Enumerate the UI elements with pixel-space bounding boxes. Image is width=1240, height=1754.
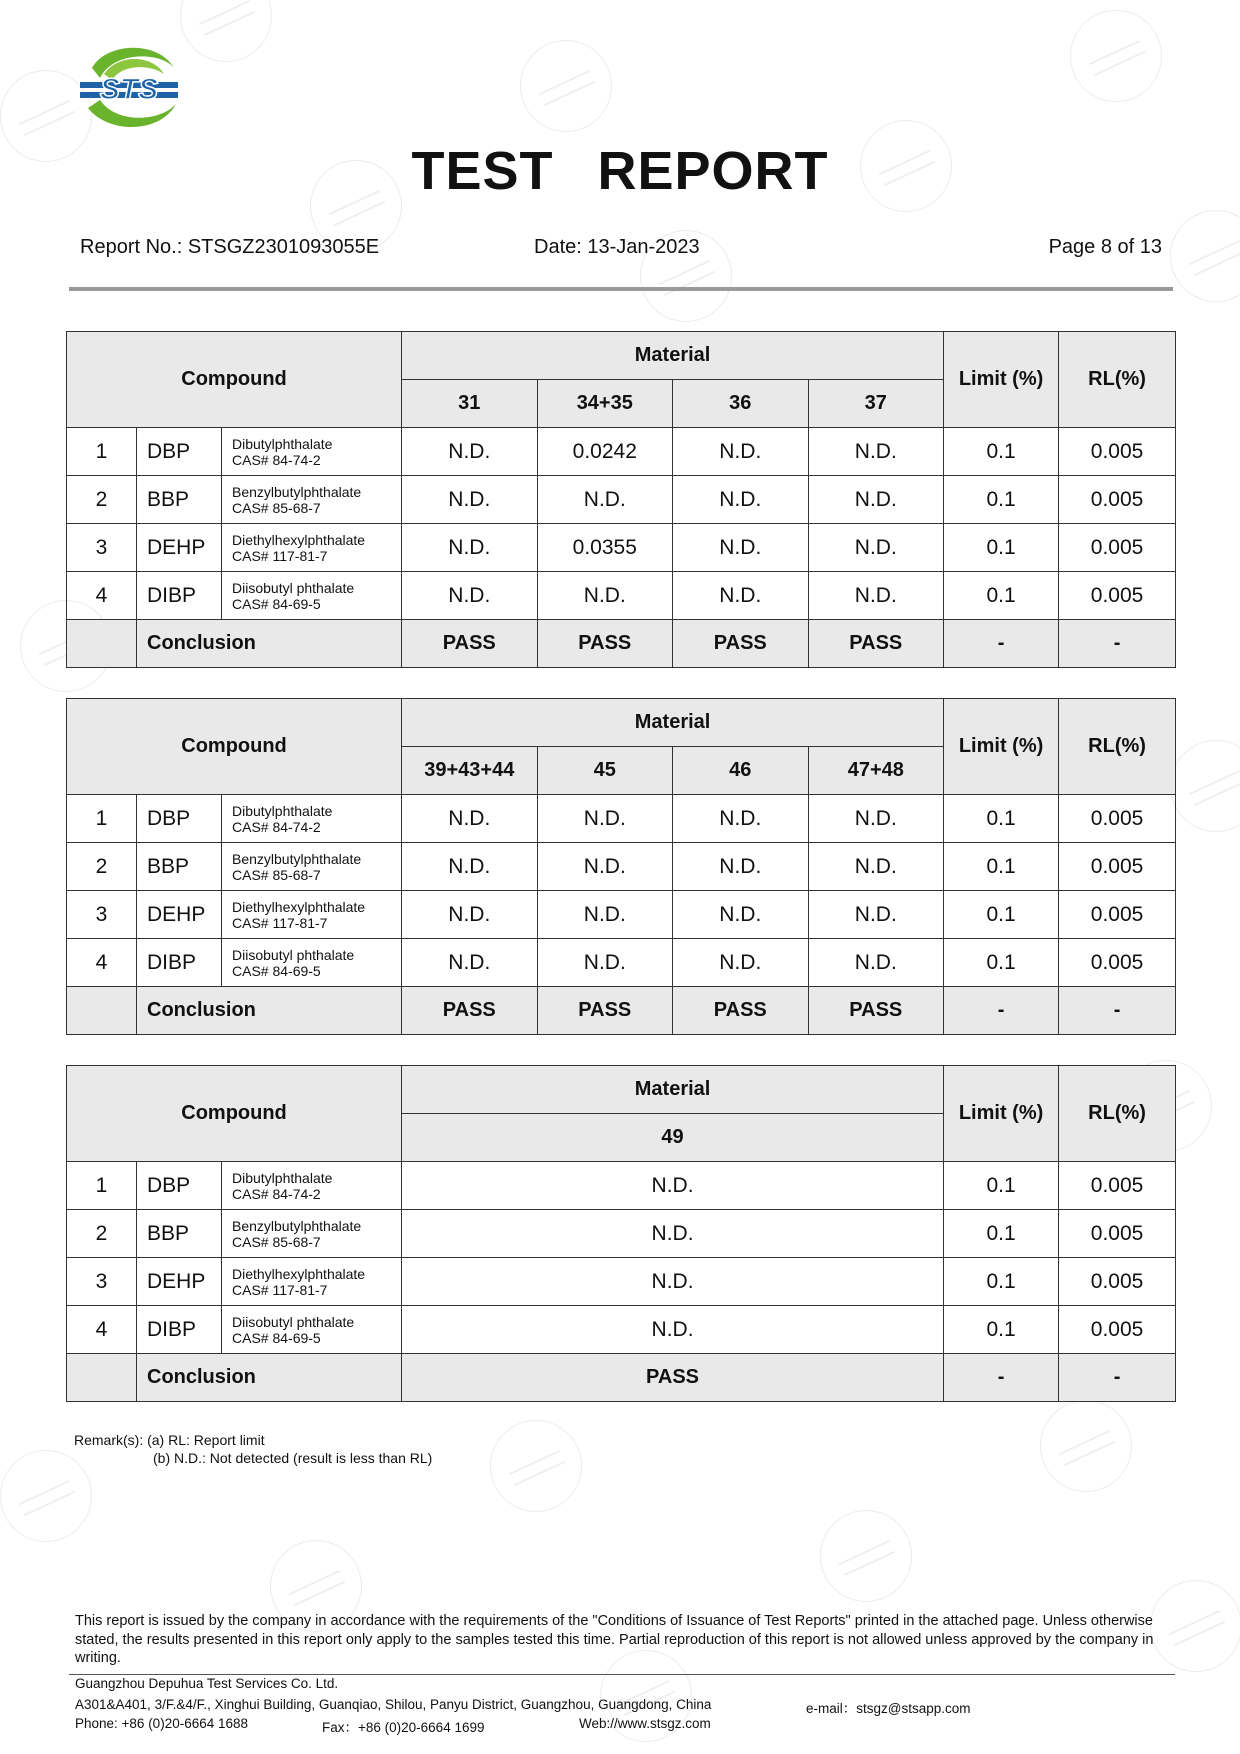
compound-abbreviation: DBP bbox=[137, 795, 222, 843]
report-date: Date: 13-Jan-2023 bbox=[534, 236, 700, 258]
compound-abbreviation: DBP bbox=[137, 1162, 222, 1210]
result-cell: N.D. bbox=[808, 891, 944, 939]
result-cell: N.D. bbox=[402, 428, 538, 476]
compound-name: Diethylhexylphthalate bbox=[232, 898, 366, 915]
limit-value: 0.1 bbox=[944, 1306, 1059, 1354]
compound-cas: CAS# 117-81-7 bbox=[232, 547, 328, 564]
result-cell: N.D. bbox=[402, 572, 538, 620]
result-cell: N.D. bbox=[808, 939, 944, 987]
compound-cas: CAS# 85-68-7 bbox=[232, 866, 321, 883]
table-row bbox=[67, 428, 1176, 476]
material-column-header: 46 bbox=[673, 747, 809, 795]
compound-name: Diisobutyl phthalate bbox=[232, 1313, 355, 1330]
compound-name: Dibutylphthalate bbox=[232, 435, 333, 452]
rl-dash: - bbox=[1059, 987, 1176, 1035]
watermark bbox=[1040, 1400, 1132, 1492]
header-divider bbox=[69, 287, 1173, 291]
conclusion-label: Conclusion bbox=[137, 620, 402, 668]
compound-number: 1 bbox=[67, 795, 137, 843]
table-row bbox=[67, 1162, 1176, 1210]
compound-number: 4 bbox=[67, 939, 137, 987]
result-cell: N.D. bbox=[808, 843, 944, 891]
remarks bbox=[74, 1431, 432, 1467]
limit-value: 0.1 bbox=[944, 572, 1059, 620]
compound-cas: CAS# 117-81-7 bbox=[232, 1281, 328, 1298]
result-cell: 0.0242 bbox=[537, 428, 673, 476]
rl-value: 0.005 bbox=[1059, 843, 1176, 891]
result-cell: N.D. bbox=[673, 524, 809, 572]
result-cell: N.D. bbox=[402, 795, 538, 843]
watermark bbox=[180, 0, 272, 62]
compound-name: Benzylbutylphthalate bbox=[232, 1217, 362, 1234]
compound-abbreviation: DIBP bbox=[137, 1306, 222, 1354]
compound-name-cell bbox=[222, 428, 402, 476]
compound-header: Compound bbox=[67, 699, 402, 795]
conclusion-blank bbox=[67, 987, 137, 1035]
compound-cas: CAS# 84-74-2 bbox=[232, 818, 321, 835]
table-row bbox=[67, 1210, 1176, 1258]
compound-name: Diisobutyl phthalate bbox=[232, 579, 355, 596]
result-cell: N.D. bbox=[537, 843, 673, 891]
limit-header: Limit (%) bbox=[944, 1066, 1059, 1162]
result-cell: N.D. bbox=[537, 795, 673, 843]
table-row bbox=[67, 939, 1176, 987]
limit-dash: - bbox=[944, 987, 1059, 1035]
compound-name-cell bbox=[222, 939, 402, 987]
compound-name-cell bbox=[222, 476, 402, 524]
rl-value: 0.005 bbox=[1059, 524, 1176, 572]
results-table bbox=[66, 331, 1176, 668]
conclusion-value: PASS bbox=[537, 987, 673, 1035]
conclusion-value: PASS bbox=[402, 620, 538, 668]
compound-number: 1 bbox=[67, 1162, 137, 1210]
limit-value: 0.1 bbox=[944, 476, 1059, 524]
table-row bbox=[67, 891, 1176, 939]
result-cell: N.D. bbox=[673, 939, 809, 987]
watermark bbox=[1070, 10, 1162, 102]
result-cell: N.D. bbox=[402, 891, 538, 939]
compound-abbreviation: DIBP bbox=[137, 572, 222, 620]
footer-web: Web://www.stsgz.com bbox=[579, 1716, 711, 1731]
compound-number: 3 bbox=[67, 1258, 137, 1306]
limit-value: 0.1 bbox=[944, 939, 1059, 987]
result-cell: N.D. bbox=[673, 891, 809, 939]
compound-abbreviation: DEHP bbox=[137, 1258, 222, 1306]
result-cell: N.D. bbox=[537, 891, 673, 939]
limit-value: 0.1 bbox=[944, 891, 1059, 939]
conclusion-value: PASS bbox=[808, 620, 944, 668]
sts-logo bbox=[78, 38, 182, 134]
compound-number: 3 bbox=[67, 891, 137, 939]
compound-number: 4 bbox=[67, 1306, 137, 1354]
compound-cas: CAS# 84-74-2 bbox=[232, 1185, 321, 1202]
rl-dash: - bbox=[1059, 1354, 1176, 1402]
rl-header: RL(%) bbox=[1059, 699, 1176, 795]
limit-value: 0.1 bbox=[944, 843, 1059, 891]
compound-cas: CAS# 85-68-7 bbox=[232, 1233, 321, 1250]
rl-header: RL(%) bbox=[1059, 1066, 1176, 1162]
logo-lettering: STS bbox=[99, 73, 159, 106]
results-table bbox=[66, 1065, 1176, 1402]
compound-header: Compound bbox=[67, 1066, 402, 1162]
material-column-header: 34+35 bbox=[537, 380, 673, 428]
material-header: Material bbox=[402, 332, 944, 380]
limit-value: 0.1 bbox=[944, 428, 1059, 476]
material-column-header: 36 bbox=[673, 380, 809, 428]
result-cell: N.D. bbox=[808, 572, 944, 620]
rl-value: 0.005 bbox=[1059, 428, 1176, 476]
table-row bbox=[67, 572, 1176, 620]
results-table bbox=[66, 698, 1176, 1035]
watermark bbox=[520, 40, 612, 132]
result-cell: N.D. bbox=[808, 476, 944, 524]
result-cell: N.D. bbox=[402, 843, 538, 891]
table-row bbox=[67, 476, 1176, 524]
result-cell: N.D. bbox=[808, 795, 944, 843]
conclusion-value: PASS bbox=[402, 987, 538, 1035]
limit-dash: - bbox=[944, 1354, 1059, 1402]
material-column-header: 45 bbox=[537, 747, 673, 795]
compound-number: 2 bbox=[67, 843, 137, 891]
footer-address: A301&A401, 3/F.&4/F., Xinghui Building, Guanqiao, Shilou, Panyu District, Guangzhou, Guangdong, China bbox=[75, 1697, 712, 1712]
limit-dash: - bbox=[944, 620, 1059, 668]
result-cell: N.D. bbox=[402, 1162, 944, 1210]
footer-email: e-mail：stsgz@stsapp.com bbox=[806, 1701, 971, 1716]
footnote: This report is issued by the company in accordance with the requirements of the "Conditions of Issuance of Test Reports" printed in the attached page. Unless otherwise stated, the results presented in this report only apply to the samples tested this time. Partial reproduction of this report is not allowed unless approved by the company in writing. bbox=[75, 1613, 1154, 1666]
result-cell: N.D. bbox=[537, 476, 673, 524]
conclusion-blank bbox=[67, 1354, 137, 1402]
material-column-header: 39+43+44 bbox=[402, 747, 538, 795]
compound-name: Dibutylphthalate bbox=[232, 802, 333, 819]
material-column-header: 37 bbox=[808, 380, 944, 428]
table-row bbox=[67, 1306, 1176, 1354]
compound-name-cell bbox=[222, 1210, 402, 1258]
compound-cas: CAS# 84-69-5 bbox=[232, 962, 321, 979]
result-cell: N.D. bbox=[402, 939, 538, 987]
limit-value: 0.1 bbox=[944, 1210, 1059, 1258]
limit-value: 0.1 bbox=[944, 795, 1059, 843]
conclusion-label: Conclusion bbox=[137, 987, 402, 1035]
result-cell: N.D. bbox=[673, 843, 809, 891]
conclusion-value: PASS bbox=[673, 620, 809, 668]
report-number: Report No.: STSGZ2301093055E bbox=[80, 236, 380, 258]
result-cell: N.D. bbox=[402, 1210, 944, 1258]
compound-cas: CAS# 85-68-7 bbox=[232, 499, 321, 516]
footer-divider bbox=[69, 1674, 1175, 1675]
result-cell: N.D. bbox=[673, 572, 809, 620]
remark-line: (b) N.D.: Not detected (result is less than RL) bbox=[153, 1450, 433, 1466]
compound-number: 2 bbox=[67, 476, 137, 524]
compound-name: Diethylhexylphthalate bbox=[232, 531, 366, 548]
material-column-header: 31 bbox=[402, 380, 538, 428]
compound-cas: CAS# 117-81-7 bbox=[232, 914, 328, 931]
rl-value: 0.005 bbox=[1059, 1306, 1176, 1354]
result-cell: N.D. bbox=[537, 572, 673, 620]
result-cell: N.D. bbox=[673, 476, 809, 524]
result-cell: N.D. bbox=[402, 1258, 944, 1306]
footer-phone: Phone: +86 (0)20-6664 1688 bbox=[75, 1716, 249, 1731]
compound-name-cell bbox=[222, 524, 402, 572]
compound-name-cell bbox=[222, 572, 402, 620]
compound-abbreviation: DEHP bbox=[137, 524, 222, 572]
limit-header: Limit (%) bbox=[944, 699, 1059, 795]
limit-value: 0.1 bbox=[944, 1258, 1059, 1306]
compound-abbreviation: DBP bbox=[137, 428, 222, 476]
table-row bbox=[67, 843, 1176, 891]
material-column-header: 49 bbox=[402, 1114, 944, 1162]
footer-fax: Fax：+86 (0)20-6664 1699 bbox=[322, 1720, 485, 1735]
rl-value: 0.005 bbox=[1059, 939, 1176, 987]
conclusion-row bbox=[67, 1354, 1176, 1402]
compound-abbreviation: BBP bbox=[137, 843, 222, 891]
compound-name-cell bbox=[222, 1162, 402, 1210]
limit-value: 0.1 bbox=[944, 524, 1059, 572]
result-cell: N.D. bbox=[673, 428, 809, 476]
compound-name-cell bbox=[222, 891, 402, 939]
compound-name: Benzylbutylphthalate bbox=[232, 483, 362, 500]
watermark bbox=[490, 1420, 582, 1512]
compound-name: Dibutylphthalate bbox=[232, 1169, 333, 1186]
conclusion-label: Conclusion bbox=[137, 1354, 402, 1402]
result-cell: N.D. bbox=[808, 524, 944, 572]
rl-value: 0.005 bbox=[1059, 891, 1176, 939]
rl-value: 0.005 bbox=[1059, 572, 1176, 620]
compound-number: 3 bbox=[67, 524, 137, 572]
result-cell: N.D. bbox=[402, 524, 538, 572]
compound-cas: CAS# 84-69-5 bbox=[232, 1329, 321, 1346]
compound-name: Diethylhexylphthalate bbox=[232, 1265, 366, 1282]
report-title: TEST REPORT bbox=[411, 141, 829, 201]
rl-value: 0.005 bbox=[1059, 1258, 1176, 1306]
conclusion-blank bbox=[67, 620, 137, 668]
conclusion-row bbox=[67, 987, 1176, 1035]
result-cell: N.D. bbox=[808, 428, 944, 476]
compound-name: Benzylbutylphthalate bbox=[232, 850, 362, 867]
table-row bbox=[67, 795, 1176, 843]
compound-header: Compound bbox=[67, 332, 402, 428]
page-number: Page 8 of 13 bbox=[1048, 236, 1162, 258]
compound-abbreviation: DEHP bbox=[137, 891, 222, 939]
compound-name-cell bbox=[222, 843, 402, 891]
compound-name-cell bbox=[222, 1258, 402, 1306]
remark-line: Remark(s): (a) RL: Report limit bbox=[74, 1432, 265, 1448]
rl-header: RL(%) bbox=[1059, 332, 1176, 428]
result-cell: N.D. bbox=[402, 476, 538, 524]
footer-company: Guangzhou Depuhua Test Services Co. Ltd. bbox=[75, 1676, 339, 1691]
compound-abbreviation: BBP bbox=[137, 476, 222, 524]
rl-dash: - bbox=[1059, 620, 1176, 668]
watermark bbox=[1170, 210, 1240, 302]
table-row bbox=[67, 524, 1176, 572]
compound-name-cell bbox=[222, 1306, 402, 1354]
rl-value: 0.005 bbox=[1059, 1210, 1176, 1258]
watermark bbox=[1170, 740, 1240, 832]
compound-number: 1 bbox=[67, 428, 137, 476]
rl-value: 0.005 bbox=[1059, 795, 1176, 843]
limit-header: Limit (%) bbox=[944, 332, 1059, 428]
compound-cas: CAS# 84-74-2 bbox=[232, 451, 321, 468]
compound-abbreviation: BBP bbox=[137, 1210, 222, 1258]
compound-name: Diisobutyl phthalate bbox=[232, 946, 355, 963]
result-cell: N.D. bbox=[537, 939, 673, 987]
compound-cas: CAS# 84-69-5 bbox=[232, 595, 321, 612]
result-cell: 0.0355 bbox=[537, 524, 673, 572]
rl-value: 0.005 bbox=[1059, 476, 1176, 524]
material-header: Material bbox=[402, 1066, 944, 1114]
conclusion-value: PASS bbox=[673, 987, 809, 1035]
compound-abbreviation: DIBP bbox=[137, 939, 222, 987]
conclusion-row bbox=[67, 620, 1176, 668]
compound-number: 4 bbox=[67, 572, 137, 620]
compound-number: 2 bbox=[67, 1210, 137, 1258]
material-header: Material bbox=[402, 699, 944, 747]
watermark bbox=[820, 1510, 912, 1602]
material-column-header: 47+48 bbox=[808, 747, 944, 795]
conclusion-value: PASS bbox=[808, 987, 944, 1035]
result-cell: N.D. bbox=[673, 795, 809, 843]
limit-value: 0.1 bbox=[944, 1162, 1059, 1210]
conclusion-value: PASS bbox=[402, 1354, 944, 1402]
conclusion-value: PASS bbox=[537, 620, 673, 668]
compound-name-cell bbox=[222, 795, 402, 843]
rl-value: 0.005 bbox=[1059, 1162, 1176, 1210]
result-cell: N.D. bbox=[402, 1306, 944, 1354]
table-row bbox=[67, 1258, 1176, 1306]
